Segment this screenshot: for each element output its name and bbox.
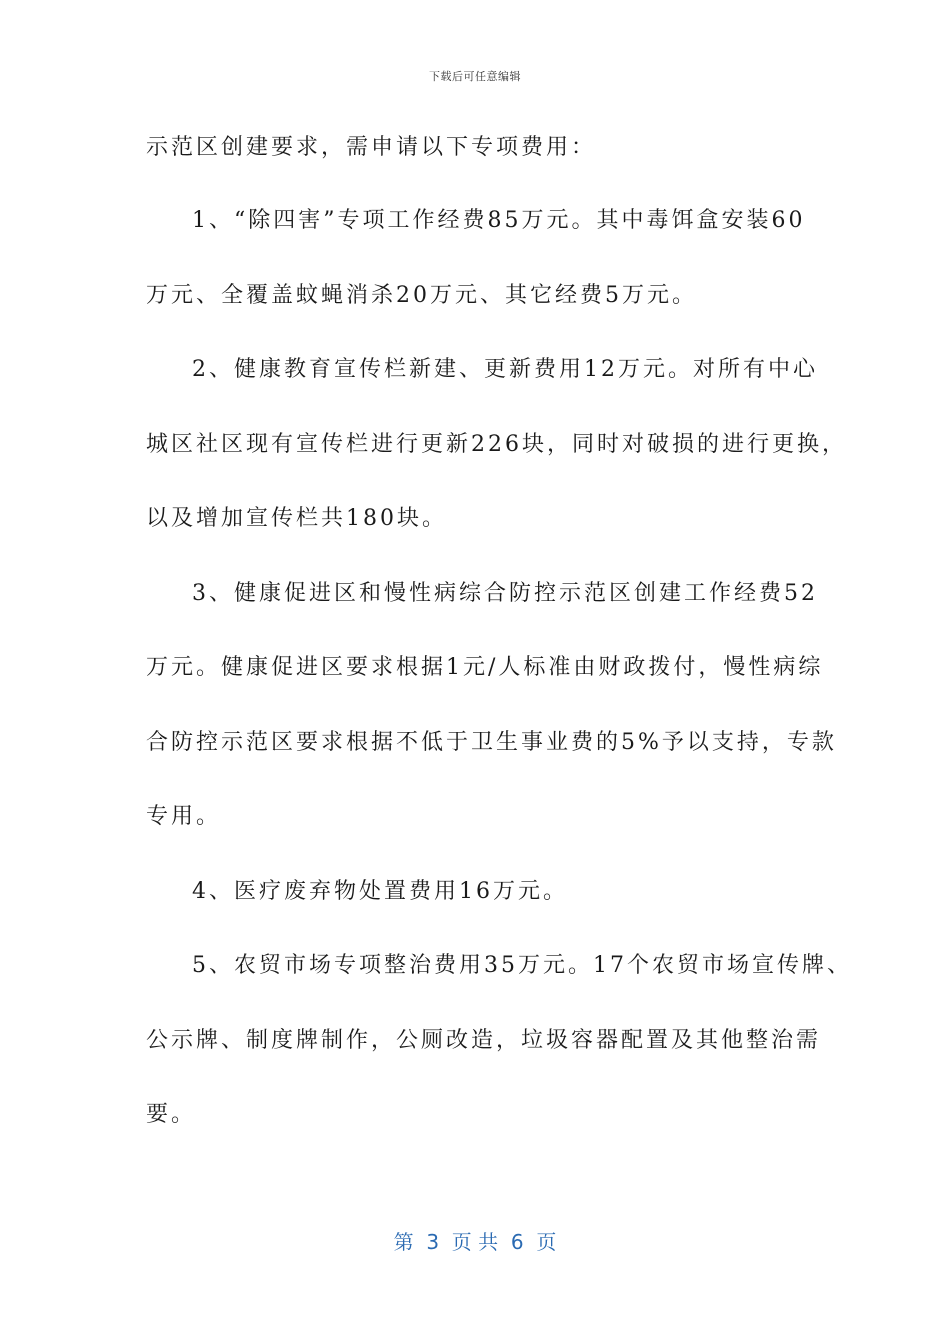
text-line: 专用。 xyxy=(146,804,222,829)
text-line: 1、“除四害”专项工作经费85万元。其中毒饵盒安装60 xyxy=(192,208,806,233)
text-line: 2、健康教育宣传栏新建、更新费用12万元。对所有中心 xyxy=(192,357,818,382)
text-line: 4、医疗废弃物处置费用16万元。 xyxy=(192,879,568,904)
page-number-footer: 第 3 页 共 6 页 xyxy=(393,1230,557,1254)
text-line: 城区社区现有宣传栏进行更新226块，同时对破损的进行更换， xyxy=(146,432,847,457)
text-line: 示范区创建要求，需申请以下专项费用： xyxy=(146,135,597,160)
page-header-note: 下载后可任意编辑 xyxy=(429,70,521,83)
text-line: 3、健康促进区和慢性病综合防控示范区创建工作经费52 xyxy=(192,581,818,606)
text-line: 万元、全覆盖蚊蝇消杀20万元、其它经费5万元。 xyxy=(146,283,697,308)
text-line: 合防控示范区要求根据不低于卫生事业费的5%予以支持，专款 xyxy=(146,730,837,755)
text-line: 公示牌、制度牌制作，公厕改造，垃圾容器配置及其他整治需 xyxy=(146,1028,822,1053)
text-line: 要。 xyxy=(146,1102,197,1127)
text-line: 5、农贸市场专项整治费用35万元。17个农贸市场宣传牌、 xyxy=(192,953,852,978)
text-line: 以及增加宣传栏共180块。 xyxy=(146,506,447,531)
text-line: 万元。健康促进区要求根据1元/人标准由财政拨付，慢性病综 xyxy=(146,655,824,680)
